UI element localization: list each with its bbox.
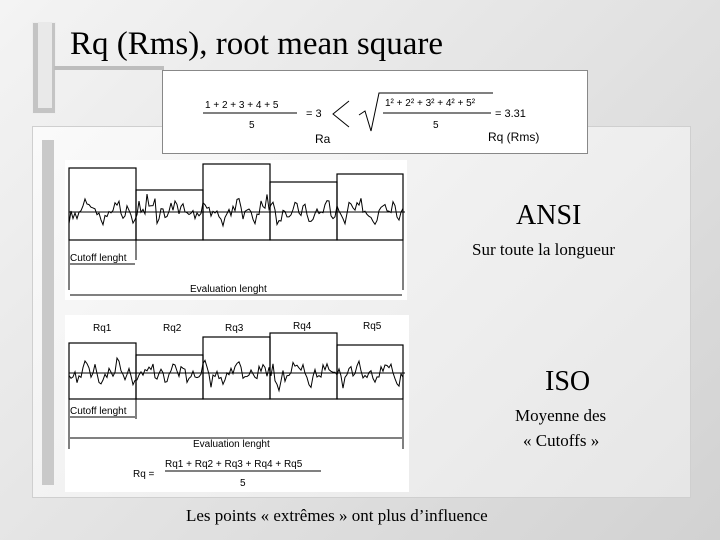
- iso-segment-label-3: Rq3: [225, 323, 244, 334]
- panel-accent-bar: [42, 140, 54, 485]
- iso-segment-label-1: Rq1: [93, 323, 112, 334]
- iso-segment-boxes: [69, 333, 403, 399]
- ra-result: = 3: [306, 108, 322, 120]
- ansi-evaluation-label: Evaluation lenght: [190, 284, 267, 295]
- formula-svg: [163, 71, 587, 153]
- title-underline: [54, 66, 164, 70]
- formula-comparison-figure: [162, 70, 588, 154]
- iso-formula-numerator: Rq1 + Rq2 + Rq3 + Rq4 + Rq5: [165, 459, 303, 470]
- rq-numerator: 1² + 2² + 3² + 4² + 5²: [385, 98, 476, 109]
- title-accent-bar-inner: [38, 22, 52, 108]
- less-than-symbol: [333, 101, 349, 127]
- ansi-title: ANSI: [516, 200, 582, 231]
- ansi-dividers: [69, 240, 403, 290]
- ra-numerator: 1 + 2 + 3 + 4 + 5: [205, 100, 279, 111]
- iso-profile-svg: [65, 315, 409, 492]
- iso-title: ISO: [545, 366, 591, 397]
- iso-profile-trace: [69, 358, 403, 391]
- iso-formula-lhs: Rq =: [133, 469, 155, 480]
- ra-label: Ra: [315, 132, 331, 146]
- iso-cutoff-label: Cutoff lenght: [70, 406, 127, 417]
- rq-result: = 3.31: [495, 108, 526, 120]
- rq-denominator: 5: [433, 120, 439, 131]
- page-title: Rq (Rms), root mean square: [70, 26, 444, 62]
- iso-profile-figure: [65, 315, 409, 492]
- iso-description-line1: Moyenne des: [515, 406, 607, 425]
- iso-segment-label-5: Rq5: [363, 321, 382, 332]
- iso-segment-label-2: Rq2: [163, 323, 182, 334]
- ra-denominator: 5: [249, 120, 255, 131]
- ansi-profile-svg: [65, 160, 407, 300]
- ansi-profile-trace: [69, 194, 403, 226]
- ansi-description: Sur toute la longueur: [472, 240, 616, 259]
- ansi-cutoff-label: Cutoff lenght: [70, 253, 127, 264]
- iso-evaluation-label: Evaluation lenght: [193, 439, 270, 450]
- iso-formula-denominator: 5: [240, 478, 246, 489]
- rq-label: Rq (Rms): [488, 130, 540, 144]
- iso-segment-label-4: Rq4: [293, 321, 312, 332]
- iso-description-line2: « Cutoffs »: [523, 431, 600, 450]
- ansi-profile-figure: [65, 160, 407, 300]
- footer-note: Les points « extrêmes » ont plus d’influence: [186, 506, 488, 525]
